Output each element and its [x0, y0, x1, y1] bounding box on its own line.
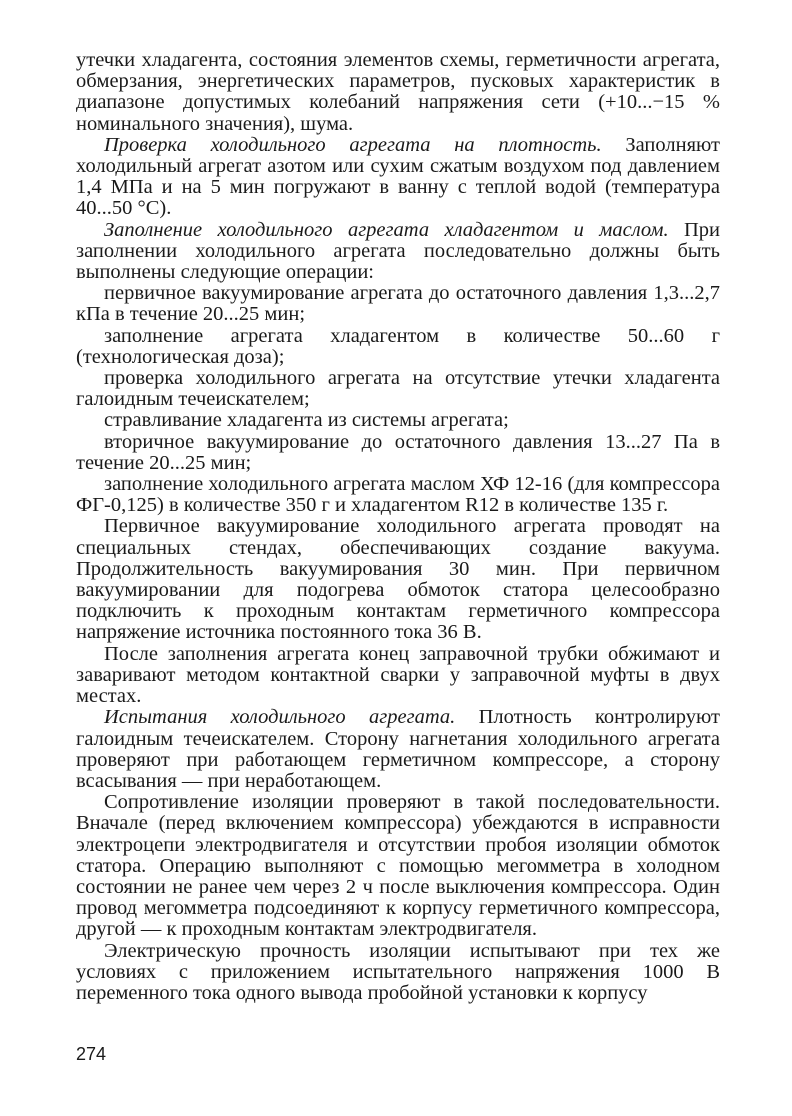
paragraph-text: заполнение холодильного агрегата маслом ХФ 12-16 (для компрессора ФГ-0,125) в количестве 350 г и хладагентом R12 в количестве 135 г.: [76, 473, 720, 517]
paragraph: [76, 707, 720, 792]
paragraph: [76, 135, 720, 220]
paragraph: [76, 368, 720, 410]
paragraph: [76, 516, 720, 643]
paragraph-text: стравливание хладагента из системы агрегата;: [104, 409, 509, 432]
paragraph-text: заполнение агрегата хладагентом в количестве 50...60 г (технологическая доза);: [76, 324, 720, 368]
paragraph-text: Сопротивление изоляции проверяют в такой последовательности. Вначале (перед включением компрессора) убеждаются в исправности электроцепи электродвигателя и отсутствии пробоя изоляции обмоток статора. Операцию выполняют с помощью мегомметра в холодном состоянии не ранее чем через 2 ч после выключения компрессора. Один провод мегомметра подсоединяют к корпусу герметичного компрессора, другой — к проходным контактам электродвигателя.: [76, 791, 720, 941]
body-text: [76, 50, 720, 1004]
paragraph-text: Заполняют холодильный агрегат азотом или сухим сжатым воздухом под давлением 1,4 МПа и на 5 мин погружают в ванну с теплой водой (температура 40...50 °С).: [76, 133, 720, 220]
paragraph: [76, 941, 720, 1005]
paragraph: [76, 283, 720, 325]
paragraph: [76, 432, 720, 474]
page-number: 274: [76, 1044, 107, 1064]
paragraph: [76, 326, 720, 368]
paragraph: [76, 792, 720, 940]
paragraph-text: утечки хладагента, состояния элементов схемы, герметичности агрегата, обмерзания, энергетических параметров, пусковых характеристик в диапазоне допустимых колебаний напряжения сети (+10...−15 % номинального значения), шума.: [76, 49, 720, 135]
paragraph-text: Плотность контролируют галоидным течеискателем. Сторону нагнетания холодильного агрегата проверяют при работающем герметичном компрессоре, а сторону всасывания — при неработающем.: [76, 706, 720, 792]
paragraph: [76, 644, 720, 708]
paragraph-lead-heading: Проверка холодильного агрегата на плотность.: [104, 133, 602, 156]
paragraph-text: После заполнения агрегата конец заправочной трубки обжимают и заваривают методом контактной сварки у заправочной муфты в двух местах.: [76, 642, 720, 708]
paragraph: [76, 410, 720, 431]
paragraph-text: Электрическую прочность изоляции испытывают при тех же условиях с приложением испытательного напряжения 1000 В переменного тока одного вывода пробойной установки к корпусу: [76, 939, 720, 1004]
paragraph-text: первичное вакуумирование агрегата до остаточного давления 1,3...2,7 кПа в течение 20...25 мин;: [76, 282, 720, 326]
paragraph-text: Первичное вакуумирование холодильного агрегата проводят на специальных стендах, обеспечивающих создание вакуума. Продолжительность вакуумирования 30 мин. При первичном вакуумировании для подогрева обмоток статора целесообразно подключить к проходным контактам герметичного компрессора напряжение источника постоянного тока 36 В.: [76, 515, 720, 644]
paragraph: [76, 474, 720, 516]
paragraph: [76, 50, 720, 135]
paragraph-lead-heading: Испытания холодильного агрегата.: [104, 706, 456, 729]
paragraph-text: вторичное вакуумирование до остаточного давления 13...27 Па в течение 20...25 мин;: [76, 430, 720, 474]
paragraph-lead-heading: Заполнение холодильного агрегата хладагентом и маслом.: [104, 218, 669, 241]
paragraph: [76, 220, 720, 284]
paragraph-text: При заполнении холодильного агрегата последовательно должны быть выполнены следующие операции:: [76, 218, 720, 284]
paragraph-text: проверка холодильного агрегата на отсутствие утечки хладагента галоидным течеискателем;: [76, 367, 720, 411]
